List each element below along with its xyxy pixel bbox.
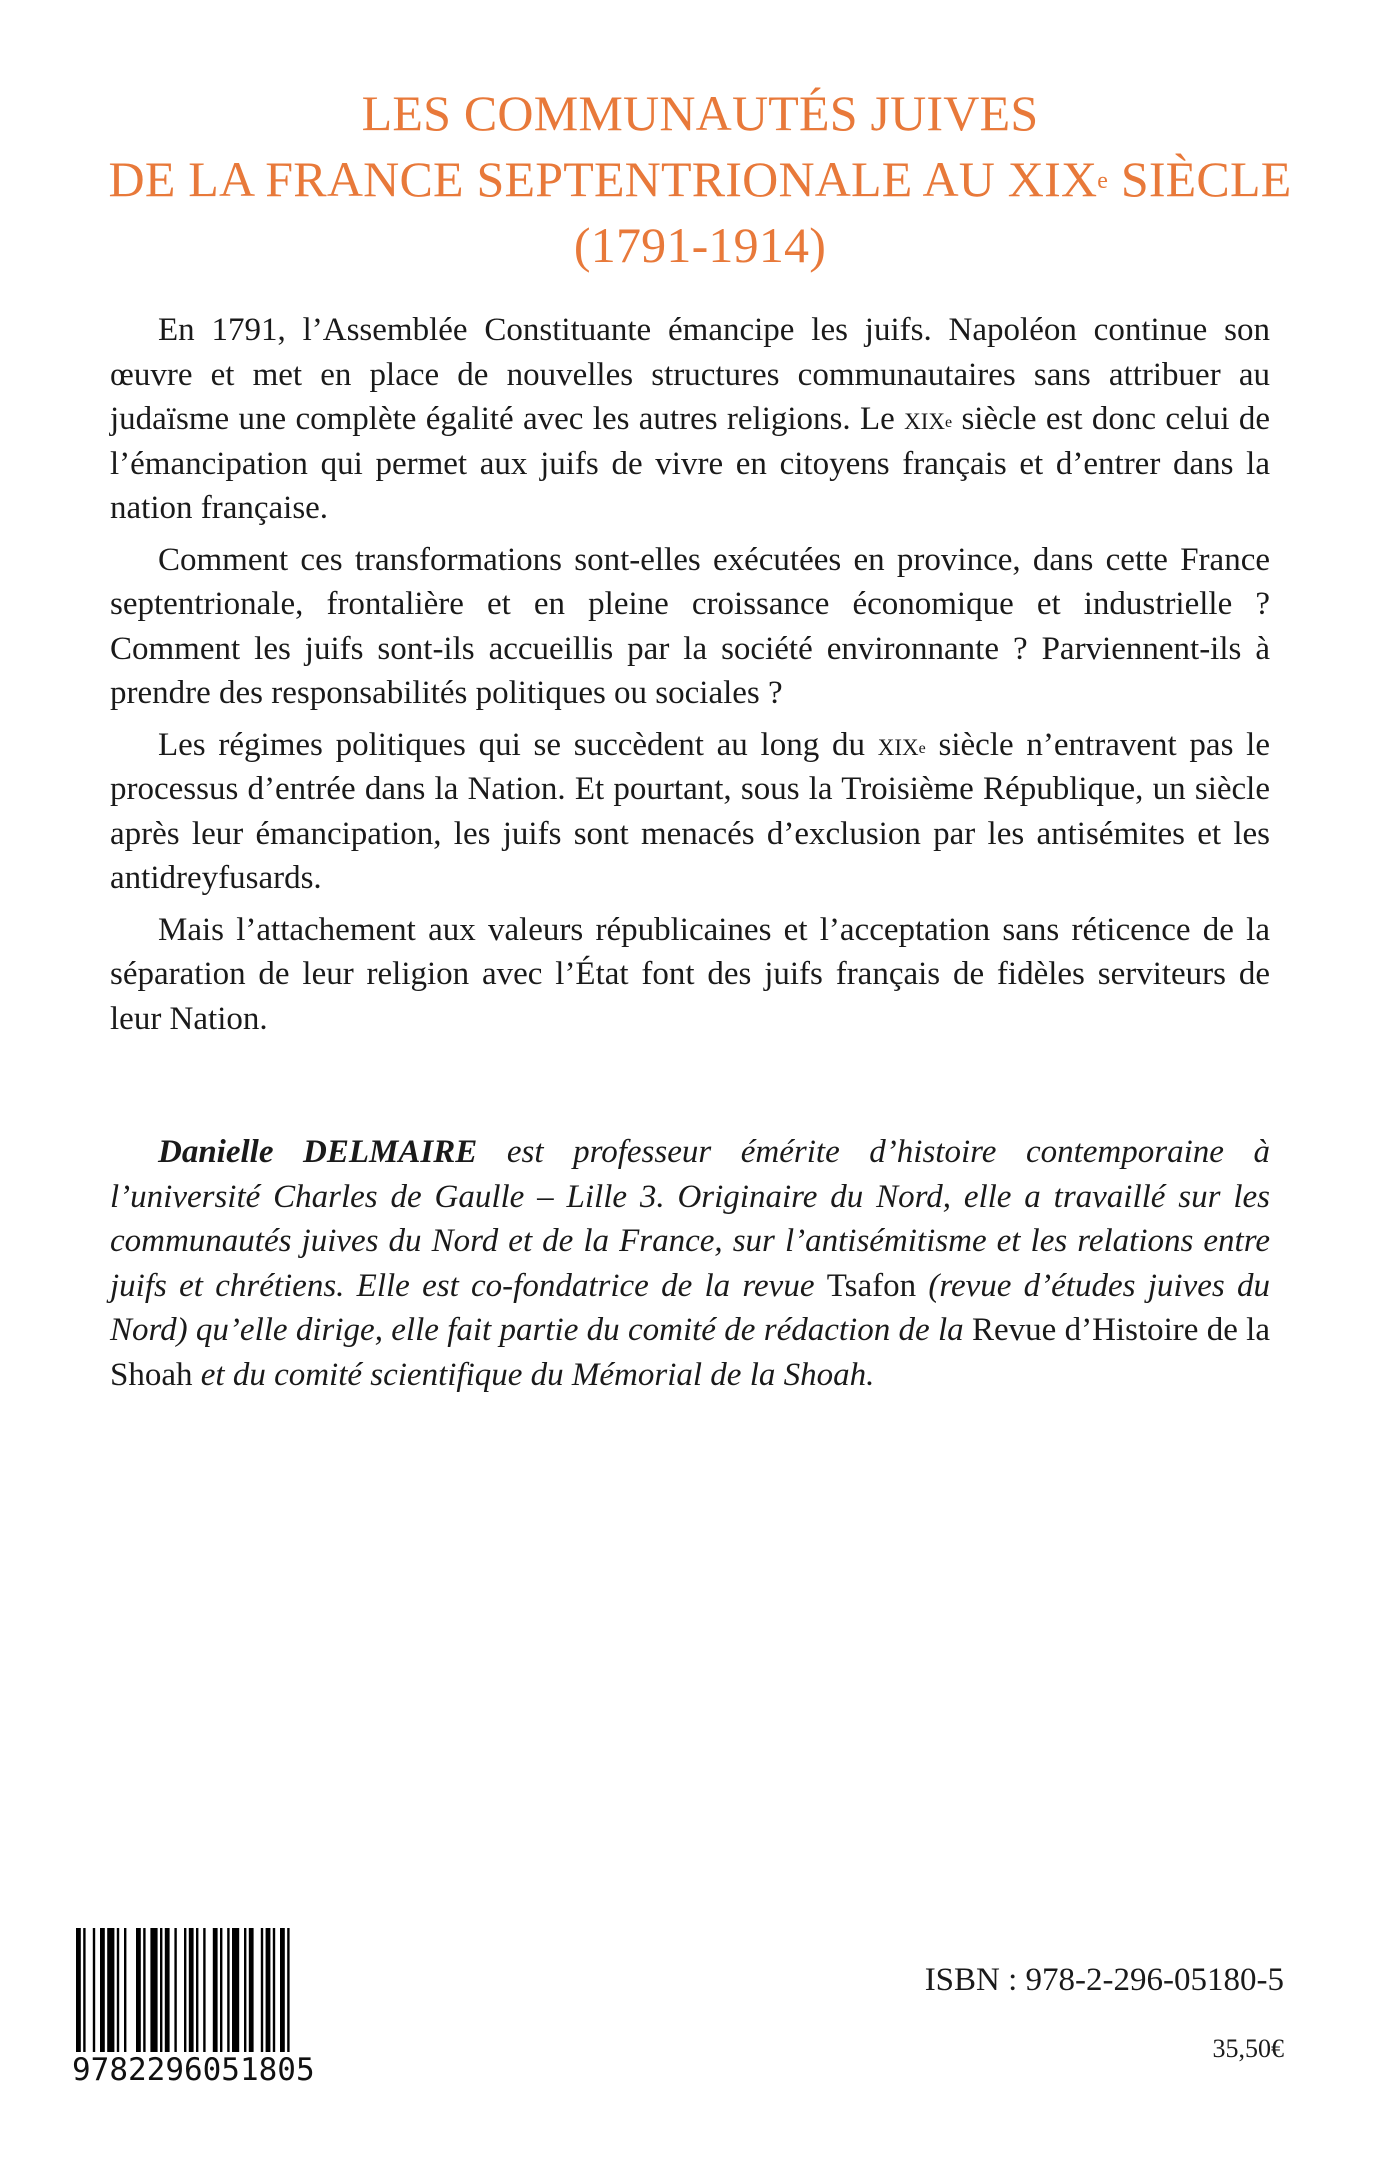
barcode-bar (196, 1928, 198, 2052)
summary-p1-text-b: siècle est donc celui de l’émancipation qui permet aux juifs de vivre en citoyens français et d’entrer dans la nation française. (110, 401, 1270, 526)
barcode-bar (203, 1928, 205, 2052)
barcode-bar (107, 1928, 114, 2052)
barcode-bar (261, 1928, 263, 2052)
review-title: Revue d’Histoire de la Shoah (110, 1312, 1270, 1393)
author-bio (110, 1130, 1270, 1397)
barcode-bar (117, 1928, 119, 2052)
barcode-icon (72, 1928, 372, 2052)
barcode-bar (184, 1928, 186, 2052)
author-name: Danielle DELMAIRE (158, 1134, 478, 1170)
barcode-bar (244, 1928, 246, 2052)
barcode-bar (83, 1928, 85, 2052)
century-superscript: e (918, 739, 926, 757)
summary-paragraph-1 (110, 308, 1270, 531)
barcode-bar (266, 1928, 271, 2052)
barcode-bar (232, 1928, 239, 2052)
barcode-bar (287, 1928, 289, 2052)
author-bio-text-a: est professeur émérite d’histoire contemporaine à l’université Charles de Gaulle – Lille 3. Originaire du Nord, elle a travaillé sur les communautés juives du Nord et de la France, sur l’antisémitisme et les relations entre juifs et chrétiens. Elle est co-fondatrice de la revue (110, 1134, 1270, 1304)
title-line-2-end: SIÈCLE (1108, 151, 1292, 207)
barcode-bar (160, 1928, 162, 2052)
title-line-1: LES COMMUNAUTÉS JUIVES (361, 85, 1039, 141)
price: 35,50€ (1212, 2034, 1284, 2063)
book-title (0, 80, 1400, 278)
barcode-bar (136, 1928, 141, 2052)
century-superscript: e (945, 414, 953, 431)
barcode-bar (100, 1928, 105, 2052)
barcode-bar (93, 1928, 95, 2052)
title-line-2-main: DE LA FRANCE SEPTENTRIONALE AU XIX (108, 151, 1098, 207)
barcode-bar (273, 1928, 275, 2052)
author-bio-text-b: (revue d’études juives du Nord) qu’elle dirige, elle fait partie du comité de rédaction de la (110, 1267, 1270, 1348)
barcode-bar (165, 1928, 170, 2052)
barcode-bar (280, 1928, 285, 2052)
barcode-bar (227, 1928, 229, 2052)
barcode-bar (249, 1928, 254, 2052)
journal-title: Tsafon (826, 1267, 917, 1304)
isbn: ISBN : 978-2-296-05180-5 (924, 1962, 1284, 1998)
summary-p3-text-b: siècle n’entravent pas le processus d’entrée dans la Nation. Et pourtant, sous la Troisième République, un siècle après leur émancipation, les juifs sont menacés d’exclusion par les antisémites et les antidreyfusards. (110, 726, 1270, 896)
summary-paragraph-3 (110, 723, 1270, 901)
barcode-bar (76, 1928, 81, 2052)
title-dates: (1791-1914) (573, 217, 827, 273)
century-numeral: xix (877, 726, 919, 763)
barcode-bar (213, 1928, 218, 2052)
title-century-superscript: e (1097, 168, 1109, 194)
barcode-digits: 9782296051805 (72, 2052, 315, 2088)
summary-paragraph-4: Mais l’attachement aux valeurs républicaines et l’acceptation sans réticence de la séparation de leur religion avec l’État font des juifs français de fidèles serviteurs de leur Nation. (110, 911, 1270, 1037)
barcode-bar (189, 1928, 194, 2052)
summary-paragraph-2: Comment ces transformations sont-elles exécutées en province, dans cette France septentrionale, frontalière et en pleine croissance économique et industrielle ? Comment les juifs sont-ils accueillis par la société environnante ? Parviennent-ils à prendre des responsabilités politiques ou sociales ? (110, 541, 1270, 711)
barcode-bar (143, 1928, 145, 2052)
barcode-bar (174, 1928, 176, 2052)
barcode-bar (150, 1928, 157, 2052)
summary-p1-text-a: En 1791, l’Assemblée Constituante émancipe les juifs. Napoléon continue son œuvre et met en place de nouvelles structures communautaires sans attribuer au judaïsme une complète égalité avec les autres religions. Le (110, 312, 1270, 437)
author-bio-text-c: et du comité scientifique du Mémorial de la Shoah. (192, 1356, 875, 1393)
century-numeral: xix (904, 401, 946, 437)
barcode-bar (124, 1928, 126, 2052)
summary-p3-text-a: Les régimes politiques qui se succèdent au long du (158, 726, 878, 763)
barcode-bar (220, 1928, 222, 2052)
title-line-2 (0, 146, 1400, 212)
book-summary (110, 308, 1270, 1048)
